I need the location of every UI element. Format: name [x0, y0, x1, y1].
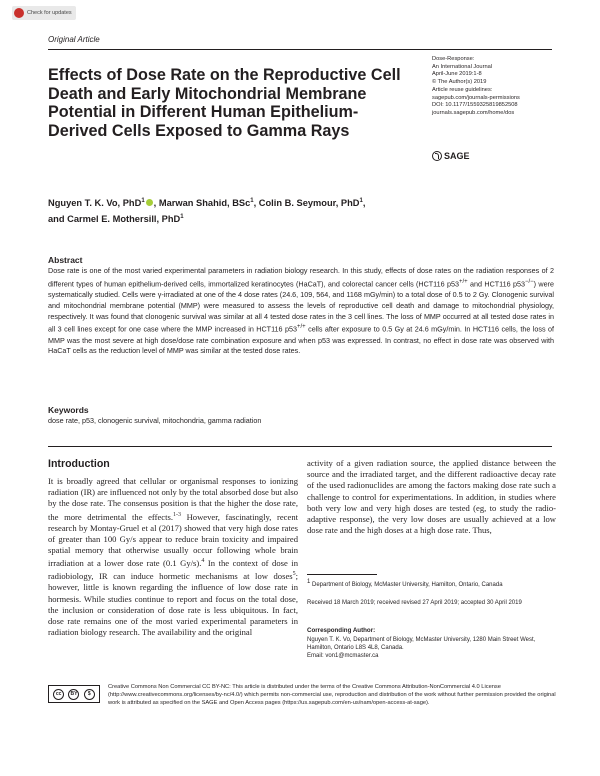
corresponding-author-heading: Corresponding Author: [307, 627, 376, 634]
citation-link[interactable]: 5 [292, 571, 296, 578]
affiliation-mark: 1 [250, 198, 254, 204]
license-text: Creative Commons Non Commercial CC BY-NC: This article is distributed under the terms of the Creative Commons Attribution-NonCommercial 4.0 License (http://www.creativecommons.org/licenses/by-nc/4.0/) which permits non-commercial use, reproduction and distribution of the work without further permission provided the original work is attributed as specified on the SAGE and Open Access pages (https://us.sagepub.com/en-us/nam/open-access-at-sage). [108, 684, 556, 707]
author-name: , Marwan Shahid, BSc [153, 198, 251, 209]
body-segment: It is broadly agreed that cellular or organismal responses to ionizing radiation (IR) are influenced not only by the total absorbed dose but also by the dose rate. The consensus position is that the higher the dose rate, the more detrimental the effects. [48, 476, 298, 522]
sage-logo-icon [432, 151, 442, 161]
genotype-superscript: −/− [524, 278, 534, 285]
affiliation-mark: 1 [359, 198, 363, 204]
abstract-text [48, 266, 554, 357]
keywords-heading: Keywords [48, 405, 89, 415]
genotype-superscript: +/+ [296, 324, 306, 331]
affiliation-mark: 1 [180, 214, 184, 221]
journal-line: Article reuse guidelines: [432, 86, 493, 93]
journal-info [432, 56, 562, 118]
article-type: Original Article [48, 35, 100, 44]
author-name: Nguyen T. K. Vo, PhD [48, 198, 142, 209]
introduction-heading: Introduction [48, 458, 110, 470]
check-updates-label: Check for updates [27, 10, 72, 16]
corresponding-author-details [307, 636, 556, 661]
body-segment: ; however, little is known regarding the influence of low dose rate in hormesis. While studies continue to report and focus on the total dose, the inclusion or consideration of dose rate is less ubiquitous. In fact, dose rate remains one of the most varied experimental parameters in radiation biology research. The availability and the original [48, 571, 298, 638]
affiliation-text: Department of Biology, McMaster University, Hamilton, Ontario, Canada [310, 582, 503, 588]
author-name: and Carmel E. Mothersill, PhD [48, 214, 181, 225]
section-divider [48, 446, 552, 447]
corresponding-address: Nguyen T. K. Vo, Department of Biology, McMaster University, 1280 Main Street West, Hamilton, Ontario L8S 4L8, Canada. [307, 637, 536, 652]
abstract-segment: and HCT116 p53 [467, 279, 525, 289]
journal-line: journals.sagepub.com/home/dos [432, 109, 515, 116]
affiliation-mark: 1 [307, 579, 311, 585]
journal-line: April-June 2019:1-8 [432, 71, 482, 78]
publisher-name: SAGE [444, 151, 470, 161]
orcid-icon[interactable] [146, 199, 153, 206]
corresponding-email[interactable]: Email: von1@mcmaster.ca [307, 653, 379, 660]
affiliation-mark: 1 [141, 198, 145, 204]
by-icon: BY [68, 689, 79, 700]
abstract-segment: Dose rate is one of the most varied experimental parameters in radiation biology research. In this study, effects of dose rates on the radiation responses of 2 different types of human epithelium-derived cells, immortalized keratinocytes (HaCaT), and colorectal cancer cells (HCT116 p53 [48, 266, 554, 289]
publisher-logo [432, 151, 470, 161]
keywords-text: dose rate, p53, clonogenic survival, mitochondria, gamma radiation [48, 416, 262, 425]
affiliation-footnote [307, 578, 556, 589]
journal-line: An International Journal [432, 63, 493, 70]
crossmark-icon [14, 8, 24, 18]
journal-line: sagepub.com/journals-permissions [432, 94, 520, 101]
article-title: Effects of Dose Rate on the Reproductive Cell Death and Early Mitochondrial Membrane Potential in Different Human Epithelium-Derived Cells Exposed to Gamma Rays [48, 66, 401, 140]
citation-link[interactable]: 4 [201, 558, 205, 565]
author-separator: , [362, 198, 366, 209]
article-dates: Received 18 March 2019; received revised 27 April 2019; accepted 30 April 2019 [307, 600, 522, 606]
check-for-updates-badge[interactable] [12, 6, 76, 20]
cc-license-badge[interactable] [48, 685, 100, 703]
journal-line: Dose-Response: [432, 56, 475, 62]
body-column-right: activity of a given radiation source, the applied distance between the source and the irradiated target, and the different radioactive decay rate of the used radionuclides are among the factors making dose rate such a challenge to control for experimentations. In addition, in studies where both very low and very high doses are tested (eg, to study the radio-adaptive response), the very low doses are usually achieved at a low dose rate and the high doses at a high dose rate. Thus, [307, 458, 556, 536]
cc-icon: cc [53, 689, 64, 700]
abstract-segment: cells after exposure to 0.5 Gy at 24.6 mGy/min. In HCT116 cells, the loss of MMP was the most severe at high dose/dose rate combination exposure and when p53 was expressed. In contrast, no effect in dose rate was observed with HaCaT cells as the reduction level of MMP was similar at the tested dose rates. [48, 324, 554, 356]
author-name: , Colin B. Seymour, PhD [253, 198, 360, 209]
genotype-superscript: +/+ [459, 278, 468, 285]
license-block [48, 683, 558, 708]
citation-link[interactable]: 1-3 [173, 511, 181, 518]
journal-line: © The Author(s) 2019 [432, 79, 487, 86]
abstract-heading: Abstract [48, 255, 83, 265]
body-segment: However, fascinatingly, recent research by Montay-Gruel et al (2017) showed that very high dose rates of greater than 100 Gy/s appear to reduce brain toxicity and impaired spatial memory that otherwise usually occur following whole brain irradiation at a lower dose rate (0.1 Gy/s). [48, 511, 298, 569]
footnote-divider [307, 574, 377, 575]
body-column-left [48, 476, 298, 638]
header-divider [48, 49, 552, 50]
noncommercial-icon: $ [84, 689, 95, 700]
journal-line: DOI: 10.1177/1559325819852508 [432, 102, 518, 109]
body-segment: In the context of dose in radiobiology, IR can induce hormetic mechanisms at low doses [48, 558, 298, 582]
author-list [48, 194, 558, 226]
abstract-segment: ) were systematically studied. Cells were γ-irradiated at one of the 4 dose rates (24.6, 109, 564, and 1168 mGy/min) to a total dose of 0.5 to 2 Gy. Clonogenic survival and mitochondrial membrane potential (MMP) were measured to assess the levels of reproductive cell death and damage to mitochondrial physiology, respectively. It was found that clonogenic survival was similar at all 4 tested dose rates in the 3 cell lines. The loss of MMP occurred at all tested dose rates in all 3 cell lines except for one case where the MMP increased in HCT116 p53 [48, 279, 554, 334]
